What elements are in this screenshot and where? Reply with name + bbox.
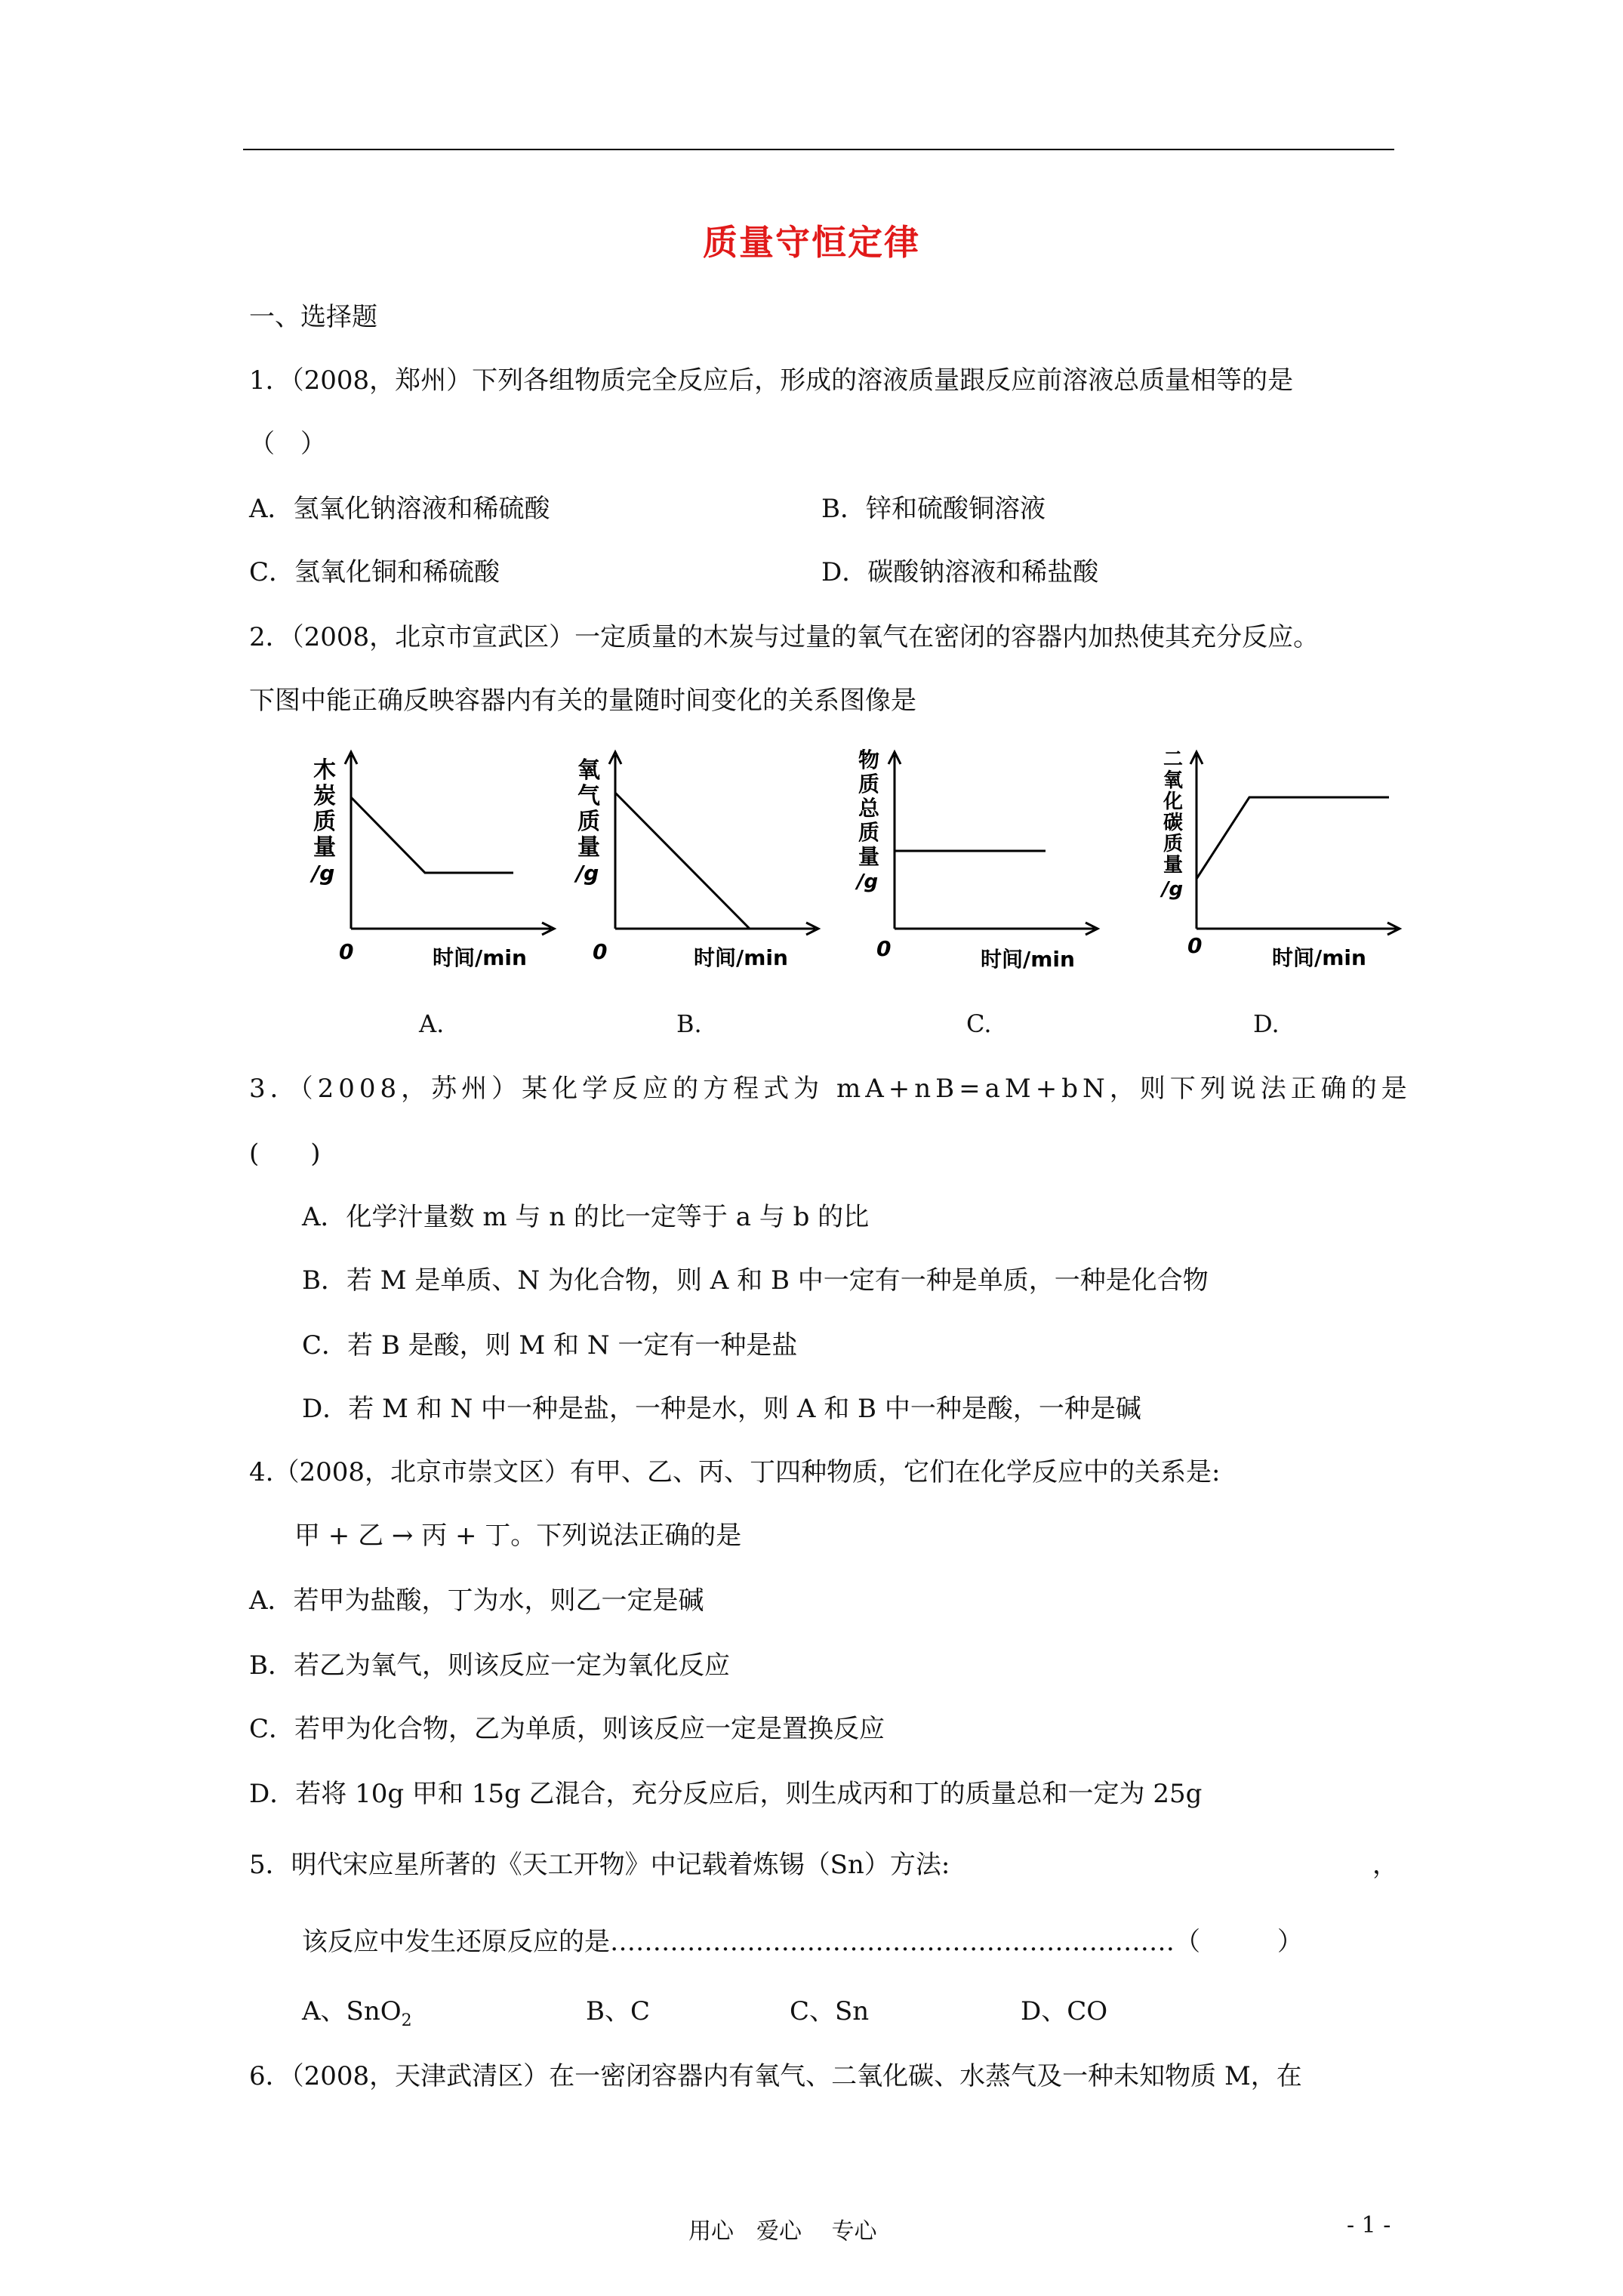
q1-option-d: D．碳酸钠溶液和稀盐酸 [821,557,1099,587]
q5-question: 该反应中发生还原反应的是…………………………………………………………（ ） [302,1927,1303,1957]
q4-option-c: C．若甲为化合物，乙为单质，则该反应一定是置换反应 [249,1714,885,1744]
header-rule [243,149,1394,150]
q5-option-a-subscript: 2 [401,2011,412,2030]
graph-c-ylabel-4: 质 [858,820,880,845]
q5-stem: 5．明代宋应星所著的《天工开物》中记载着炼锡（Sn）方法: [249,1850,950,1880]
graph-b-ylabel-5: /g [576,861,599,886]
graph-d-ylabel-4: 碳 [1163,812,1184,834]
graph-b-curve [615,793,750,929]
q3-bracket: ( ) [249,1139,321,1169]
q5-option-a-text: A、SnO [302,1996,402,2026]
q5-option-c: C、Sn [790,1996,870,2026]
graph-a-ylabel-2: 炭 [313,783,336,809]
page-title: 质量守恒定律 [703,222,920,263]
graph-c-ylabel-2: 质 [858,772,880,797]
q4-equation: 甲 + 乙 → 丙 + 丁。下列说法正确的是 [294,1521,742,1551]
graph-a-caption: A. [419,1009,445,1038]
graph-c-ylabel-3: 总 [858,796,880,821]
graph-a-curve [351,797,513,873]
graph-d-ylabel-7: /g [1162,878,1184,901]
graph-a-ylabel-1: 木 [313,757,336,784]
graph-b-xlabel: 时间/min [694,945,788,970]
graph-d-ylabel-3: 化 [1163,791,1184,813]
q4-option-b: B．若乙为氧气，则该反应一定为氧化反应 [249,1650,730,1681]
q2-stem-cont: 下图中能正确反映容器内有关的量随时间变化的关系图像是 [249,686,916,716]
graph-a-ylabel-5: /g [312,861,335,886]
q1-stem: 1．（2008，郑州）下列各组物质完全反应后，形成的溶液质量跟反应前溶液总质量相等的是 [249,365,1294,396]
section-heading: 一、选择题 [249,302,377,332]
graph-d-curve [1196,797,1389,879]
q1-option-b: B．锌和硫酸铜溶液 [821,494,1046,524]
q3-stem: 3．（2008，苏州）某化学反应的方程式为 mA+nB=aM+bN，则下列说法正确的是 [249,1074,1412,1104]
graph-b-ylabel-2: 气 [577,783,600,809]
q4-option-d: D．若将 10g 甲和 15g 乙混合，充分反应后，则生成丙和丁的质量总和一定为 25g [249,1779,1203,1809]
q3-option-a: A．化学汁量数 m 与 n 的比一定等于 a 与 b 的比 [302,1202,870,1232]
graph-b-ylabel-1: 氧 [577,757,600,784]
graph-a-origin: 0 [339,939,354,964]
graph-c-ylabel-6: /g [857,871,879,893]
page-number: - 1 - [1347,2212,1391,2239]
graph-c-ylabel-5: 量 [858,844,880,869]
q4-stem: 4.（2008，北京市崇文区）有甲、乙、丙、丁四种物质，它们在化学反应中的关系是: [249,1457,1221,1487]
graph-a [306,747,562,974]
q1-option-a: A．氢氧化钠溶液和稀硫酸 [249,494,550,524]
graph-c-xlabel: 时间/min [981,947,1075,972]
q5-option-b: B、C [586,1996,650,2026]
q6-stem: 6．（2008，天津武清区）在一密闭容器内有氧气、二氧化碳、水蒸气及一种未知物质 M，在 [249,2061,1302,2091]
q1-bracket: （ ） [249,429,326,459]
q4-option-a: A．若甲为盐酸，丁为水，则乙一定是碱 [249,1586,704,1616]
graph-b-origin: 0 [593,939,608,964]
graph-d-xlabel: 时间/min [1272,945,1366,970]
q5-comma: ， [1372,1850,1398,1880]
graph-d-ylabel-6: 量 [1163,854,1184,877]
graph-d-origin: 0 [1187,933,1203,958]
q3-option-c: C．若 B 是酸，则 M 和 N 一定有一种是盐 [302,1330,798,1361]
graph-c-ylabel-1: 物 [858,747,880,772]
graph-b-ylabel-4: 量 [577,834,600,861]
graph-a-ylabel-3: 质 [313,809,336,835]
graph-d-ylabel-5: 质 [1163,833,1184,855]
graph-b-caption: B. [676,1009,702,1038]
graph-b [570,747,827,974]
q5-option-a [302,1995,412,2038]
graph-a-ylabel-4: 量 [313,834,336,861]
q3-option-b: B．若 M 是单质、N 为化合物，则 A 和 B 中一定有一种是单质，一种是化合物 [302,1265,1209,1296]
graph-c-origin: 0 [876,936,892,961]
graph-b-ylabel-3: 质 [577,809,600,835]
q1-option-c: C．氢氧化铜和稀硫酸 [249,557,500,587]
q5-option-d: D、CO [1021,1996,1108,2026]
graph-d [1151,747,1408,974]
graph-d-ylabel-2: 氧 [1163,769,1184,792]
footer-motto: 用心 爱心 专心 [688,2218,877,2245]
q2-stem: 2．（2008，北京市宣武区）一定质量的木炭与过量的氧气在密闭的容器内加热使其充分反应。 [249,622,1320,652]
graph-d-caption: D. [1253,1009,1280,1038]
q3-option-d: D．若 M 和 N 中一种是盐，一种是水，则 A 和 B 中一种是酸，一种是碱 [302,1394,1141,1424]
graph-c-caption: C. [966,1009,992,1038]
graph-d-ylabel-1: 二 [1163,748,1184,771]
graph-c [849,747,1106,974]
graph-a-xlabel: 时间/min [433,945,527,970]
